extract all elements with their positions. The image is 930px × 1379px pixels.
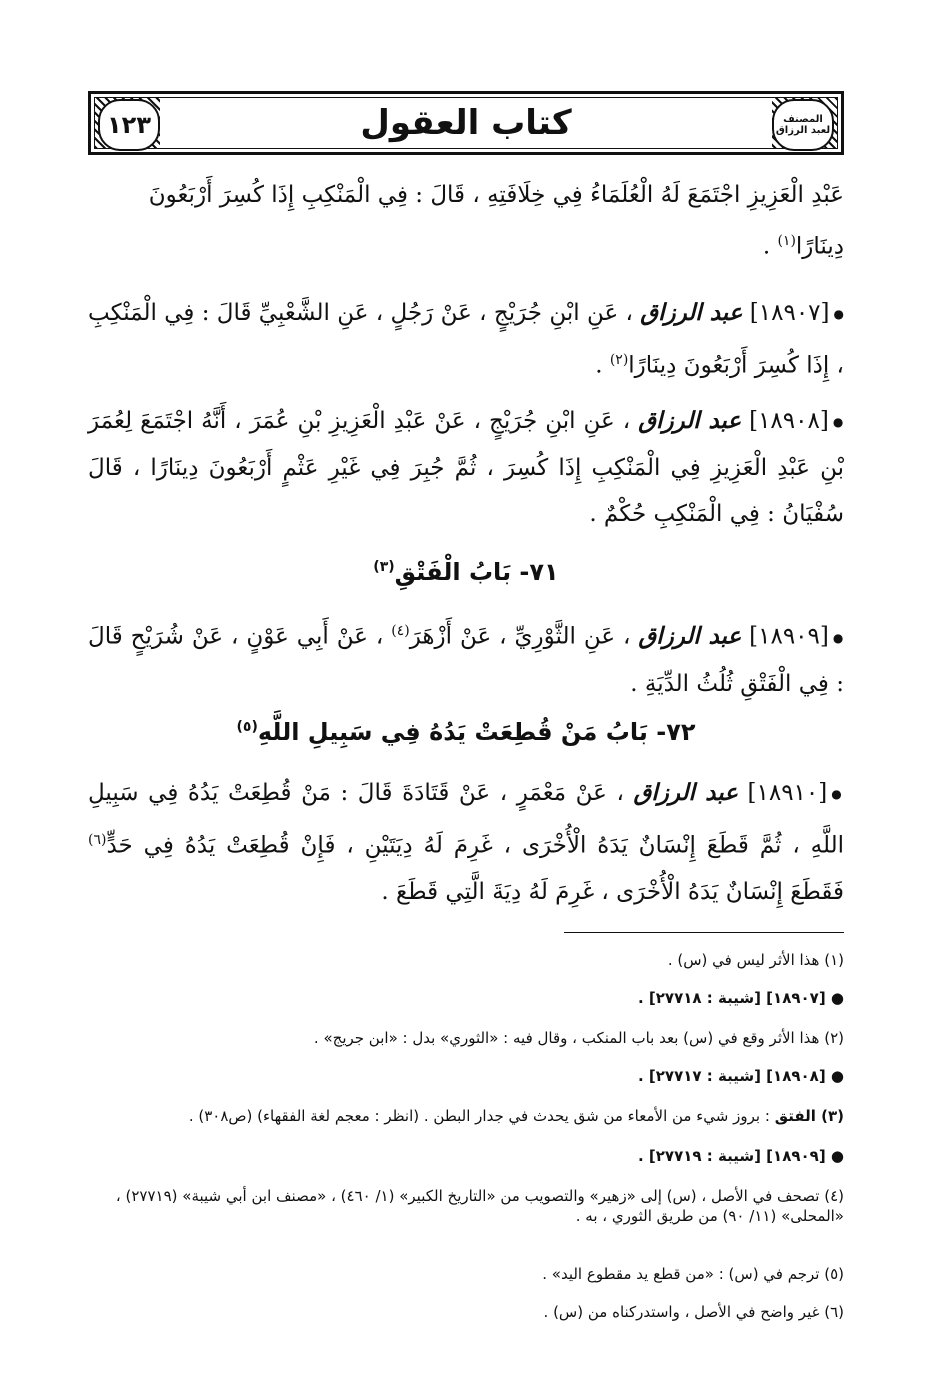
footnote-source-18908: ● [١٨٩٠٨] [شيبة : ٢٧٧١٧] . bbox=[638, 1067, 844, 1085]
heading-text: ٧٢- بَابُ مَنْ قُطِعَتْ يَدُهُ فِي سَبِيلِ اللَّهِ bbox=[257, 718, 696, 746]
footnote-divider bbox=[564, 932, 844, 933]
footnote-marker[interactable]: (١) bbox=[777, 233, 796, 249]
hadith-author: عبد الرزاق bbox=[633, 779, 738, 806]
bullet-icon: ● bbox=[831, 787, 844, 801]
hadith-18908 bbox=[88, 398, 844, 537]
header-banner bbox=[160, 97, 772, 149]
hadith-ref: [١٨٩٠٩] bbox=[749, 623, 829, 650]
chapter-heading-72 bbox=[88, 718, 844, 746]
hadith-ref: [١٨٩٠٨] bbox=[749, 408, 829, 434]
paragraph-continuation bbox=[88, 172, 844, 270]
bullet-icon: ● bbox=[833, 307, 845, 321]
book-title: كتاب العقول bbox=[360, 103, 572, 143]
bullet-icon: ● bbox=[832, 415, 845, 429]
hadith-author: عبد الرزاق bbox=[638, 622, 742, 650]
footnote-6: (٦) غير واضح في الأصل ، واستدركناه من (س) . bbox=[543, 1303, 844, 1321]
hadith-text: فَقَطَعَ إِنْسَانٌ يَدَهُ الْأُخْرَى ، غَرِمَ لَهُ دِيَةَ الَّتِي قَطَعَ . bbox=[381, 878, 844, 905]
hadith-18909 bbox=[88, 608, 844, 707]
text-line: عَبْدِ الْعَزِيزِ اجْتَمَعَ لَهُ الْعُلَمَاءُ فِي خِلَافَتِهِ ، قَالَ : فِي الْمَنْكِبِ إِذَا كُسِرَ أَرْبَعُونَ bbox=[148, 182, 844, 208]
page-number: ١٢٣ bbox=[107, 111, 151, 139]
text-fragment: . bbox=[595, 352, 610, 379]
text-fragment: . bbox=[762, 233, 778, 260]
heading-text: ٧١- بَابُ الْفَتْقِ bbox=[394, 558, 559, 586]
footnote-source-18909: ● [١٨٩٠٩] [شيبة : ٢٧٧١٩] . bbox=[638, 1147, 844, 1165]
logo-cartouche bbox=[772, 99, 834, 151]
footnote-term: (٣) الفتق bbox=[774, 1107, 844, 1125]
footnote-1: (١) هذا الأثر ليس في (س) . bbox=[667, 951, 844, 969]
hadith-text: ، عَنِ الثَّوْرِيِّ ، عَنْ أَزْهَرَ bbox=[409, 623, 631, 650]
hadith-18907 bbox=[88, 290, 844, 389]
footnote-text: : بروز شيء من الأمعاء من شق يحدث في جدار البطن . (انظر : معجم لغة الفقهاء) (ص٣٠٨) . bbox=[188, 1107, 770, 1125]
text-line bbox=[88, 218, 844, 270]
book-logo: المصنف لعبد الرزاق bbox=[775, 114, 831, 136]
footnote-marker[interactable]: (٢) bbox=[609, 352, 629, 368]
bullet-icon: ● bbox=[832, 630, 844, 645]
footnote-2: (٢) هذا الأثر وقع في (س) بعد باب المنكب ، وقال فيه : «الثوري» بدل : «ابن جريج» . bbox=[313, 1029, 844, 1047]
footnote-4: (٤) تصحف في الأصل ، (س) إلى «زهير» والتصويب من «التاريخ الكبير» (١/ ٤٦٠) ، «مصنف ابن أبي شيبة» (٢٧٧١٩) ، «المحلى» (١١/ ٩٠) من طريق الثوري ، به . bbox=[115, 1187, 844, 1225]
footnote-marker[interactable]: (٣) bbox=[373, 559, 395, 575]
page-number-cartouche bbox=[98, 99, 160, 151]
hadith-text: ، عَنِ ابْنِ جُرَيْجٍ ، عَنْ عَبْدِ الْعَزِيزِ بْنِ عُمَرَ ، أَنَّهُ اجْتَمَعَ لِعُمَرَ بْنِ عَبْدِ الْعَزِيزِ فِي الْمَنْكِبِ إِذَا كُسِرَ ، ثُمَّ جُبِرَ فِي غَيْرِ عَثْمٍ أَرْبَعُونَ دِينَارًا ، قَالَ سُفْيَانُ : فِي الْمَنْكِبِ حُكْمٌ . bbox=[88, 408, 844, 527]
hadith-ref: [١٨٩١٠] bbox=[747, 780, 828, 806]
text-fragment: دِينَارًا bbox=[795, 233, 844, 260]
footnote-3 bbox=[84, 1106, 844, 1126]
hadith-text: ، عَنْ مَعْمَرٍ ، عَنْ قَتَادَةَ قَالَ : مَنْ قُطِعَتْ يَدُهُ فِي سَبِيلِ اللَّهِ ، ثُمَّ قَطَعَ إِنْسَانٌ يَدَهُ الْأُخْرَى ، غَرِمَ لَهُ دِيَتَيْنِ ، فَإِنْ قُطِعَتْ يَدُهُ فِي حَدٍّ bbox=[88, 780, 844, 859]
hadith-text: ، عَنِ ابْنِ جُرَيْجٍ ، عَنْ رَجُلٍ ، عَنِ الشَّعْبِيِّ قَالَ : فِي الْمَنْكِبِ ، إِذَا كُسِرَ أَرْبَعُونَ دِينَارًا bbox=[88, 300, 844, 379]
hadith-text: ، عَنْ أَبِي عَوْنٍ ، عَنْ شُرَيْحٍ قَالَ : فِي الْفَتْقِ ثُلُثُ الدِّيَةِ . bbox=[88, 623, 844, 697]
footnote-marker[interactable]: (٥) bbox=[236, 719, 258, 735]
footnote-marker[interactable]: (٤) bbox=[391, 623, 410, 639]
footnote-source-18907: ● [١٨٩٠٧] [شيبة : ٢٧٧١٨] . bbox=[638, 989, 844, 1007]
hadith-author: عبد الرزاق bbox=[640, 299, 743, 326]
footnote-marker[interactable]: (٦) bbox=[88, 832, 107, 848]
hadith-18910 bbox=[88, 770, 844, 915]
footnote-5: (٥) ترجم في (س) : «من قطع يد مقطوع اليد» . bbox=[542, 1265, 844, 1283]
page-header bbox=[88, 91, 844, 155]
hadith-ref: [١٨٩٠٧] bbox=[749, 300, 830, 326]
hadith-author: عبد الرزاق bbox=[638, 407, 742, 434]
chapter-heading-71 bbox=[88, 558, 844, 586]
